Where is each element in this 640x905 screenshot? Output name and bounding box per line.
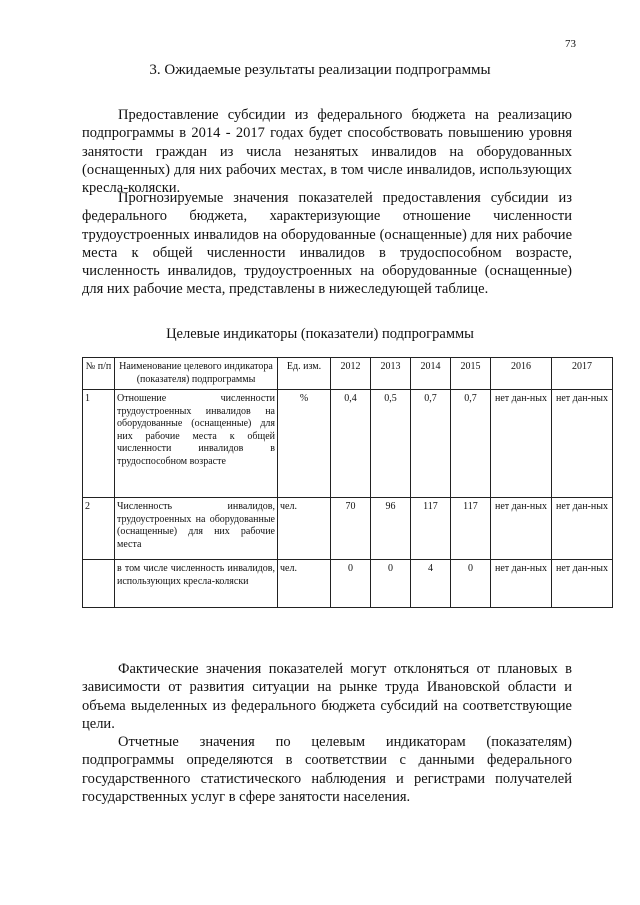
header-unit: Ед. изм. — [278, 358, 331, 390]
indicators-table — [82, 357, 613, 608]
row-unit: чел. — [278, 498, 331, 560]
row-2013: 0 — [371, 560, 411, 608]
table-row — [83, 390, 613, 498]
row-2016: нет дан-ных — [491, 390, 552, 498]
header-2017: 2017 — [552, 358, 613, 390]
row-num: 1 — [83, 390, 115, 498]
row-2015: 0 — [451, 560, 491, 608]
paragraph-subsidy-effect: Предоставление субсидии из федерального бюджета на реализацию подпрограммы в 2014 - 2017 годах будет способствовать повышению уровня занятости граждан из числа незанятых инвалидов на оборудованных (оснащенных) для них рабочих местах, в том числе инвалидов, использующих кресла-коляски. — [82, 107, 572, 197]
row-2016: нет дан-ных — [491, 560, 552, 608]
row-2012: 70 — [331, 498, 371, 560]
row-2015: 0,7 — [451, 390, 491, 498]
row-2016: нет дан-ных — [491, 498, 552, 560]
section-heading: 3. Ожидаемые результаты реализации подпрограммы — [149, 62, 491, 78]
header-2014: 2014 — [411, 358, 451, 390]
row-unit: % — [278, 390, 331, 498]
row-num: 2 — [83, 498, 115, 560]
row-name: Численность инвалидов, трудоустроенных на оборудованные (оснащенные) для них рабочие места — [115, 498, 278, 560]
header-2013: 2013 — [371, 358, 411, 390]
row-name: Отношение численности трудоустроенных инвалидов на оборудованные (оснащенные) для них рабочие места к общей численности инвалидов в трудоспособном возрасте — [115, 390, 278, 498]
row-2013: 96 — [371, 498, 411, 560]
header-2016: 2016 — [491, 358, 552, 390]
paragraph-forecast-values: Прогнозируемые значения показателей предоставления субсидии из федерального бюджета, характеризующие отношение численности трудоустроенных инвалидов на оборудованные (оснащенные) для них рабочие места к общей численности инвалидов в трудоспособном возрасте, численность инвалидов, трудоустроенных на оборудованные (оснащенные) для них рабочие места, представлены в нижеследующей таблице. — [82, 190, 572, 298]
header-2012: 2012 — [331, 358, 371, 390]
row-2012: 0,4 — [331, 390, 371, 498]
row-2014: 4 — [411, 560, 451, 608]
table-row — [83, 560, 613, 608]
paragraph-reporting-values: Отчетные значения по целевым индикаторам (показателям) подпрограммы определяются в соответствии с данными федерального государственного статистического наблюдения и регистрами получателей государственных услуг в сфере занятости населения. — [82, 734, 572, 805]
table-row — [83, 498, 613, 560]
paragraph-deviation: Фактические значения показателей могут отклоняться от плановых в зависимости от развития ситуации на рынке труда Ивановской области и объема выделенных из федерального бюджета субсидий на соответствующие цели. — [82, 661, 572, 732]
row-2017: нет дан-ных — [552, 390, 613, 498]
row-2015: 117 — [451, 498, 491, 560]
header-num: № п/п — [83, 358, 115, 390]
page-number: 73 — [565, 38, 576, 50]
row-2012: 0 — [331, 560, 371, 608]
row-2014: 117 — [411, 498, 451, 560]
row-2013: 0,5 — [371, 390, 411, 498]
row-unit: чел. — [278, 560, 331, 608]
table-title: Целевые индикаторы (показатели) подпрограммы — [166, 326, 474, 342]
row-2014: 0,7 — [411, 390, 451, 498]
header-name: Наименование целевого индикатора (показателя) подпрограммы — [115, 358, 278, 390]
row-2017: нет дан-ных — [552, 498, 613, 560]
row-num — [83, 560, 115, 608]
row-name: в том числе численность инвалидов, использующих кресла-коляски — [115, 560, 278, 608]
header-2015: 2015 — [451, 358, 491, 390]
table-header-row — [83, 358, 613, 390]
row-2017: нет дан-ных — [552, 560, 613, 608]
